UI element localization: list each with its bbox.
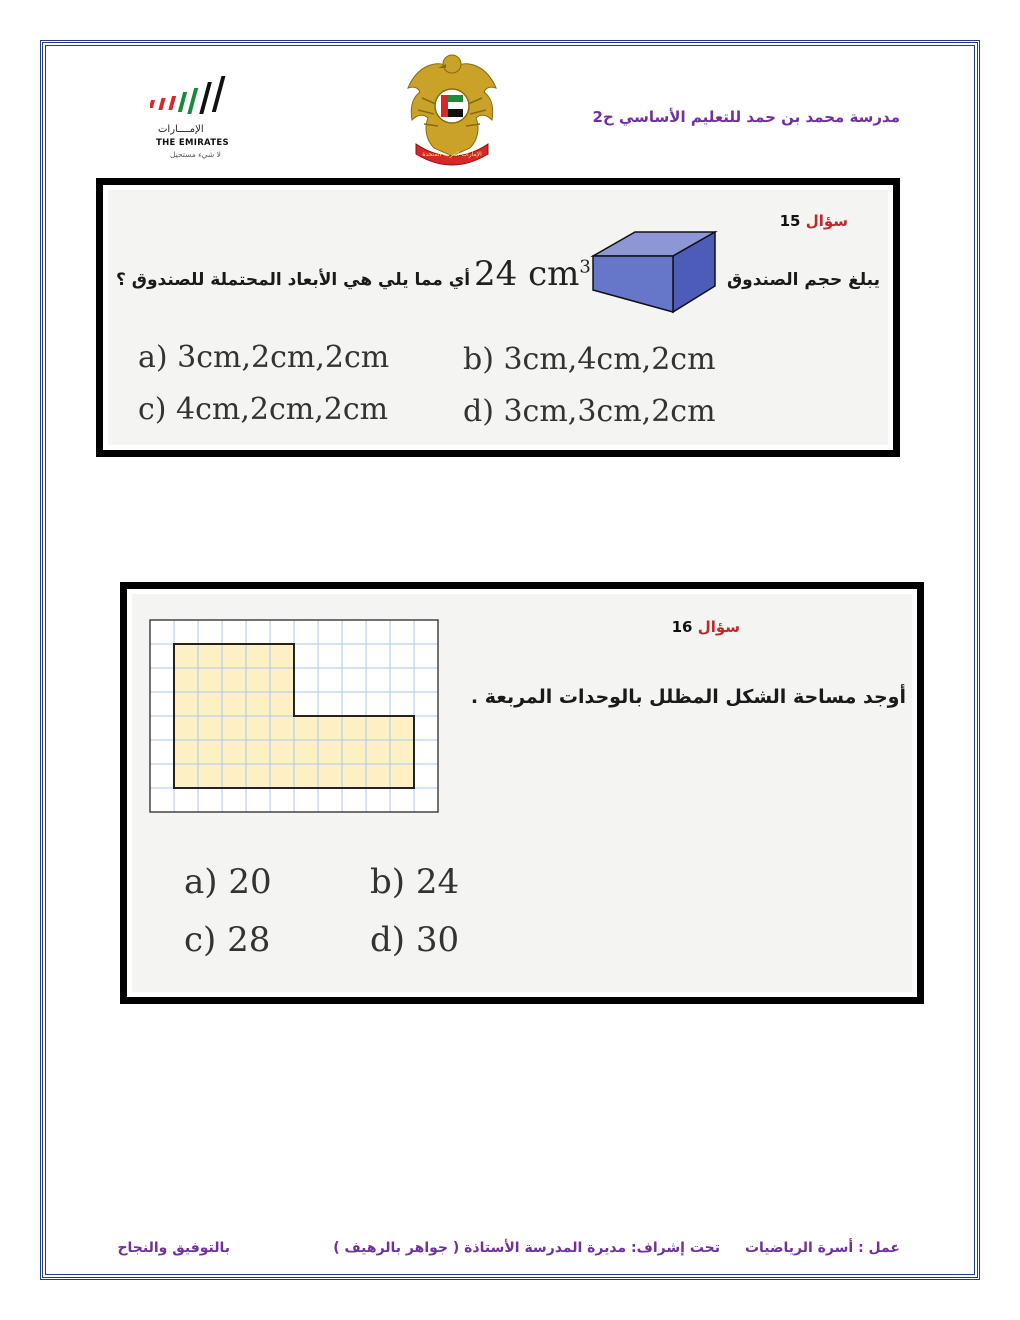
question-15-text-after: . أي مما يلي هي الأبعاد المحتملة للصندوق ؟: [116, 270, 483, 290]
emirates-bars-icon: [150, 74, 250, 122]
footer-wish: بالتوفيق والنجاح: [117, 1240, 230, 1256]
uae-emblem-icon: [402, 48, 502, 168]
question-15-title: [780, 212, 848, 230]
question-16-text: أوجد مساحة الشكل المظلل بالوحدات المربعة .: [470, 686, 906, 708]
box-cuboid-icon: [583, 224, 733, 324]
question-number: 15: [779, 212, 801, 230]
question-15-panel: [96, 178, 900, 457]
emirates-logo-tagline: لا شيء مستحيل: [170, 150, 221, 159]
volume-value: [474, 254, 591, 294]
option-a[interactable]: a) 3cm,2cm,2cm: [138, 340, 390, 375]
question-label: سؤال: [805, 212, 848, 230]
square-grid-figure: [146, 616, 452, 846]
volume-exponent: 3: [579, 256, 591, 278]
the-emirates-logo: [150, 74, 250, 164]
question-15-content: [108, 190, 888, 445]
question-label: سؤال: [697, 618, 740, 636]
option-b[interactable]: b) 3cm,4cm,2cm: [463, 342, 716, 377]
emirates-logo-english: THE EMIRATES: [156, 138, 229, 148]
footer-supervision: تحت إشراف: مديرة المدرسة الأستاذة ( جواهر بالرهيف ): [333, 1240, 720, 1256]
emirates-logo-arabic: الإمــــارات: [158, 124, 204, 135]
question-number: 16: [671, 618, 693, 636]
option-b[interactable]: b) 24: [370, 862, 460, 902]
emblem-ribbon-text: الإمارات العربية المتحدة: [422, 151, 482, 158]
footer-credit: عمل : أسرة الرياضيات: [744, 1240, 900, 1256]
school-name: مدرسة محمد بن حمد للتعليم الأساسي ح2: [592, 108, 900, 126]
option-c[interactable]: c) 4cm,2cm,2cm: [138, 392, 389, 427]
question-16-title: [672, 618, 740, 636]
option-a[interactable]: a) 20: [184, 862, 272, 902]
question-15-text-before: يبلغ حجم الصندوق: [726, 270, 880, 290]
option-d[interactable]: d) 30: [370, 920, 460, 960]
option-d[interactable]: d) 3cm,3cm,2cm: [463, 394, 716, 429]
volume-base: 24 cm: [474, 254, 580, 294]
question-16-content: [132, 594, 912, 992]
option-c[interactable]: c) 28: [184, 920, 271, 960]
question-16-panel: [120, 582, 924, 1004]
